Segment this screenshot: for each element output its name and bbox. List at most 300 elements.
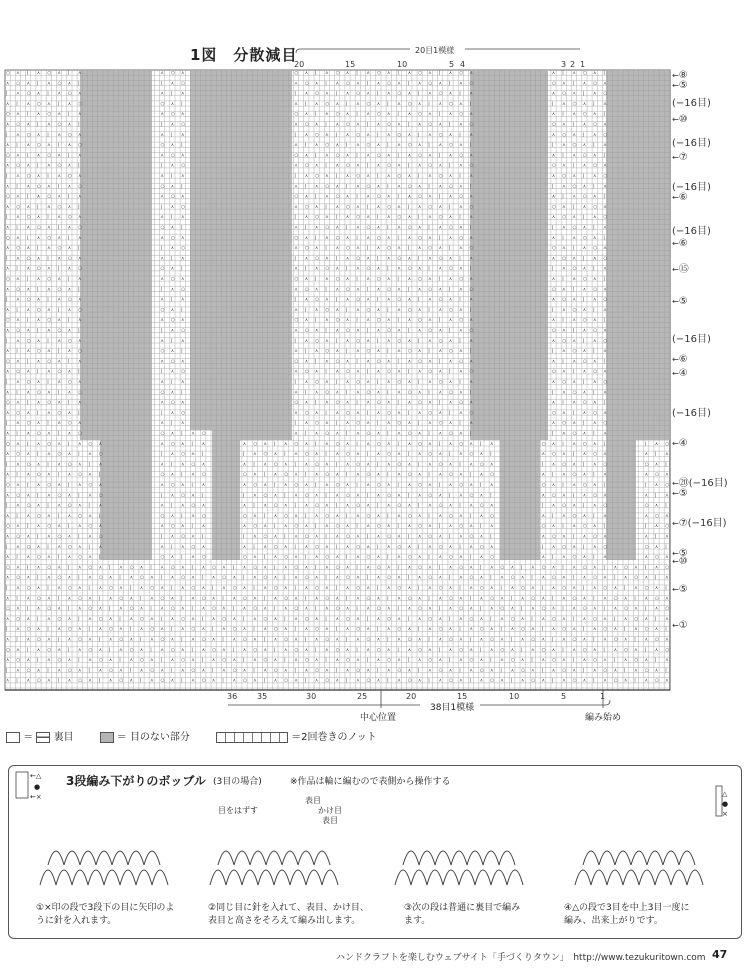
svg-text:⋏: ⋏ — [315, 267, 319, 272]
svg-text:|: | — [68, 400, 70, 406]
svg-text:○: ○ — [449, 432, 453, 437]
svg-text:○: ○ — [294, 565, 298, 570]
svg-text:⋏: ⋏ — [37, 483, 41, 488]
svg-text:⋏: ⋏ — [439, 638, 443, 643]
svg-text:○: ○ — [387, 370, 391, 375]
svg-text:○: ○ — [531, 638, 535, 643]
svg-text:⋏: ⋏ — [212, 617, 216, 622]
svg-text:|: | — [552, 307, 554, 313]
svg-text:|: | — [325, 492, 327, 498]
svg-text:⋏: ⋏ — [315, 473, 319, 478]
svg-text:|: | — [47, 338, 49, 344]
svg-text:○: ○ — [336, 112, 340, 117]
svg-text:⋏: ⋏ — [336, 473, 340, 478]
svg-text:|: | — [88, 626, 90, 632]
svg-text:|: | — [294, 338, 296, 344]
svg-text:○: ○ — [58, 205, 62, 210]
svg-text:⋏: ⋏ — [253, 473, 257, 478]
svg-text:○: ○ — [397, 668, 401, 673]
svg-text:⋏: ⋏ — [212, 596, 216, 601]
svg-text:○: ○ — [336, 71, 340, 76]
svg-text:⋏: ⋏ — [202, 442, 206, 447]
svg-text:○: ○ — [315, 298, 319, 303]
svg-text:⋏: ⋏ — [47, 370, 51, 375]
svg-text:○: ○ — [418, 442, 422, 447]
svg-text:⋏: ⋏ — [397, 226, 401, 231]
svg-text:○: ○ — [665, 565, 669, 570]
svg-text:⋏: ⋏ — [439, 329, 443, 334]
svg-text:⋏: ⋏ — [552, 112, 556, 117]
svg-text:○: ○ — [68, 92, 72, 97]
svg-text:○: ○ — [645, 504, 649, 509]
svg-text:⋏: ⋏ — [294, 411, 298, 416]
svg-text:⋏: ⋏ — [439, 679, 443, 684]
mini-chart-sym-3: ←× — [30, 793, 42, 801]
svg-text:○: ○ — [377, 607, 381, 612]
svg-text:○: ○ — [16, 617, 20, 622]
svg-text:○: ○ — [305, 81, 309, 86]
svg-text:⋏: ⋏ — [58, 339, 62, 344]
svg-text:⋏: ⋏ — [377, 164, 381, 169]
svg-text:|: | — [593, 431, 595, 437]
svg-text:|: | — [264, 595, 266, 601]
svg-text:⋏: ⋏ — [439, 308, 443, 313]
svg-text:|: | — [6, 379, 8, 385]
svg-text:⋏: ⋏ — [511, 648, 515, 653]
svg-text:|: | — [552, 637, 554, 643]
svg-text:○: ○ — [439, 174, 443, 179]
svg-text:○: ○ — [181, 535, 185, 540]
svg-text:|: | — [356, 276, 358, 282]
svg-text:|: | — [27, 152, 29, 158]
svg-text:○: ○ — [367, 349, 371, 354]
svg-text:⋏: ⋏ — [161, 442, 165, 447]
arrow-left-icon: ← — [672, 71, 679, 80]
svg-text:|: | — [408, 328, 410, 334]
svg-text:⋏: ⋏ — [387, 298, 391, 303]
svg-text:⋏: ⋏ — [521, 658, 525, 663]
svg-text:|: | — [171, 379, 173, 385]
svg-text:○: ○ — [58, 246, 62, 251]
svg-text:⋏: ⋏ — [459, 411, 463, 416]
svg-text:○: ○ — [542, 607, 546, 612]
svg-text:|: | — [37, 369, 39, 375]
svg-text:|: | — [27, 441, 29, 447]
row-number: ⑥ — [679, 238, 688, 249]
row-mark-22 — [672, 556, 688, 567]
svg-text:⋏: ⋏ — [356, 617, 360, 622]
svg-text:|: | — [459, 132, 461, 138]
svg-text:○: ○ — [78, 473, 82, 478]
svg-text:⋏: ⋏ — [418, 370, 422, 375]
svg-text:|: | — [233, 647, 235, 653]
row-number: ⑤ — [679, 296, 688, 307]
svg-text:○: ○ — [47, 112, 51, 117]
svg-text:⋏: ⋏ — [593, 627, 597, 632]
svg-text:⋏: ⋏ — [37, 195, 41, 200]
svg-text:○: ○ — [593, 329, 597, 334]
svg-text:○: ○ — [645, 586, 649, 591]
svg-text:⋏: ⋏ — [78, 462, 82, 467]
svg-text:⋏: ⋏ — [181, 648, 185, 653]
svg-text:○: ○ — [27, 298, 31, 303]
svg-text:⋏: ⋏ — [171, 226, 175, 231]
svg-text:○: ○ — [583, 483, 587, 488]
svg-text:⋏: ⋏ — [408, 586, 412, 591]
svg-text:○: ○ — [377, 71, 381, 76]
svg-text:|: | — [367, 410, 369, 416]
svg-text:⋏: ⋏ — [377, 329, 381, 334]
svg-text:|: | — [336, 297, 338, 303]
svg-text:⋏: ⋏ — [325, 215, 329, 220]
svg-text:○: ○ — [356, 133, 360, 138]
svg-text:○: ○ — [665, 607, 669, 612]
svg-text:○: ○ — [377, 483, 381, 488]
svg-text:○: ○ — [78, 514, 82, 519]
svg-text:⋏: ⋏ — [16, 586, 20, 591]
svg-text:⋏: ⋏ — [181, 195, 185, 200]
svg-text:○: ○ — [552, 411, 556, 416]
svg-text:⋏: ⋏ — [315, 102, 319, 107]
svg-text:○: ○ — [449, 349, 453, 354]
svg-text:|: | — [408, 245, 410, 251]
svg-text:⋏: ⋏ — [603, 390, 607, 395]
svg-text:○: ○ — [387, 287, 391, 292]
svg-text:⋏: ⋏ — [521, 576, 525, 581]
svg-text:○: ○ — [428, 329, 432, 334]
svg-text:○: ○ — [68, 380, 72, 385]
svg-text:⋏: ⋏ — [336, 349, 340, 354]
svg-text:⋏: ⋏ — [531, 648, 535, 653]
svg-text:○: ○ — [603, 380, 607, 385]
svg-text:⋏: ⋏ — [428, 442, 432, 447]
svg-text:⋏: ⋏ — [490, 586, 494, 591]
svg-text:|: | — [614, 657, 616, 663]
svg-text:⋏: ⋏ — [470, 462, 474, 467]
svg-text:⋏: ⋏ — [449, 174, 453, 179]
svg-text:|: | — [78, 204, 80, 210]
svg-text:⋏: ⋏ — [191, 658, 195, 663]
svg-text:⋏: ⋏ — [439, 617, 443, 622]
svg-text:⋏: ⋏ — [480, 617, 484, 622]
svg-text:○: ○ — [356, 174, 360, 179]
svg-text:|: | — [562, 276, 564, 282]
svg-text:○: ○ — [346, 329, 350, 334]
svg-text:|: | — [459, 503, 461, 509]
svg-text:⋏: ⋏ — [408, 215, 412, 220]
svg-text:⋏: ⋏ — [47, 164, 51, 169]
howto-title: 3段編み下がりのボッブル — [66, 772, 206, 789]
svg-text:|: | — [408, 369, 410, 375]
svg-text:⋏: ⋏ — [171, 184, 175, 189]
svg-text:⋏: ⋏ — [346, 215, 350, 220]
svg-text:⋏: ⋏ — [27, 246, 31, 251]
svg-text:⋏: ⋏ — [387, 380, 391, 385]
svg-text:⋏: ⋏ — [377, 411, 381, 416]
svg-text:|: | — [377, 667, 379, 673]
svg-text:○: ○ — [645, 627, 649, 632]
svg-text:⋏: ⋏ — [191, 596, 195, 601]
svg-text:|: | — [161, 163, 163, 169]
svg-text:○: ○ — [191, 627, 195, 632]
svg-text:○: ○ — [161, 267, 165, 272]
svg-text:○: ○ — [356, 256, 360, 261]
svg-text:⋏: ⋏ — [294, 638, 298, 643]
svg-text:⋏: ⋏ — [603, 81, 607, 86]
svg-text:⋏: ⋏ — [264, 504, 268, 509]
svg-text:⋏: ⋏ — [6, 267, 10, 272]
bottom-tick-25: 25 — [357, 692, 367, 701]
svg-text:○: ○ — [397, 504, 401, 509]
arrow-left-icon: ← — [672, 297, 679, 306]
svg-text:|: | — [68, 152, 70, 158]
svg-text:○: ○ — [408, 143, 412, 148]
svg-text:○: ○ — [470, 164, 474, 169]
svg-text:⋏: ⋏ — [356, 555, 360, 560]
svg-text:⋏: ⋏ — [27, 390, 31, 395]
svg-text:|: | — [439, 235, 441, 241]
svg-text:⋏: ⋏ — [449, 401, 453, 406]
svg-text:⋏: ⋏ — [562, 287, 566, 292]
svg-text:|: | — [253, 461, 255, 467]
svg-text:|: | — [603, 358, 605, 364]
svg-text:○: ○ — [408, 638, 412, 643]
svg-text:|: | — [47, 297, 49, 303]
svg-text:○: ○ — [562, 133, 566, 138]
svg-text:⋏: ⋏ — [408, 565, 412, 570]
svg-text:○: ○ — [171, 153, 175, 158]
svg-text:○: ○ — [264, 617, 268, 622]
svg-text:⋏: ⋏ — [583, 226, 587, 231]
svg-text:|: | — [655, 451, 657, 457]
svg-text:○: ○ — [336, 318, 340, 323]
svg-text:⋏: ⋏ — [562, 514, 566, 519]
svg-text:|: | — [459, 626, 461, 632]
svg-text:|: | — [181, 101, 183, 107]
svg-text:○: ○ — [294, 277, 298, 282]
svg-text:⋏: ⋏ — [325, 133, 329, 138]
svg-text:⋏: ⋏ — [325, 277, 329, 282]
svg-text:⋏: ⋏ — [408, 401, 412, 406]
svg-text:|: | — [99, 637, 101, 643]
svg-text:○: ○ — [305, 370, 309, 375]
decrease-count: (−16目) — [689, 478, 728, 489]
svg-text:○: ○ — [356, 421, 360, 426]
svg-text:○: ○ — [171, 112, 175, 117]
svg-text:⋏: ⋏ — [58, 133, 62, 138]
svg-text:⋏: ⋏ — [181, 256, 185, 261]
svg-text:|: | — [68, 70, 70, 76]
svg-text:|: | — [428, 142, 430, 148]
decrease-count: (−16目) — [672, 138, 711, 149]
svg-text:○: ○ — [336, 153, 340, 158]
svg-text:|: | — [356, 70, 358, 76]
svg-text:○: ○ — [284, 473, 288, 478]
svg-text:⋏: ⋏ — [171, 432, 175, 437]
svg-text:|: | — [418, 297, 420, 303]
svg-text:⋏: ⋏ — [562, 596, 566, 601]
svg-text:⋏: ⋏ — [88, 679, 92, 684]
svg-text:|: | — [315, 523, 317, 529]
svg-text:⋏: ⋏ — [573, 174, 577, 179]
svg-text:⋏: ⋏ — [377, 638, 381, 643]
svg-text:⋏: ⋏ — [603, 143, 607, 148]
svg-text:|: | — [68, 358, 70, 364]
svg-text:⋏: ⋏ — [294, 617, 298, 622]
svg-text:⋏: ⋏ — [171, 370, 175, 375]
svg-text:⋏: ⋏ — [37, 174, 41, 179]
svg-text:|: | — [603, 111, 605, 117]
svg-text:|: | — [428, 348, 430, 354]
svg-text:⋏: ⋏ — [418, 514, 422, 519]
arrow-left-icon: ← — [672, 355, 679, 364]
svg-text:⋏: ⋏ — [428, 524, 432, 529]
svg-text:⋏: ⋏ — [562, 576, 566, 581]
svg-text:⋏: ⋏ — [367, 545, 371, 550]
svg-text:⋏: ⋏ — [603, 473, 607, 478]
svg-text:⋏: ⋏ — [161, 524, 165, 529]
figure-title: 1図 分散減目 — [190, 44, 297, 65]
svg-text:⋏: ⋏ — [583, 411, 587, 416]
svg-text:⋏: ⋏ — [408, 545, 412, 550]
svg-text:○: ○ — [470, 329, 474, 334]
svg-text:⋏: ⋏ — [500, 617, 504, 622]
svg-text:⋏: ⋏ — [58, 380, 62, 385]
svg-text:⋏: ⋏ — [562, 143, 566, 148]
svg-text:|: | — [78, 163, 80, 169]
svg-text:⋏: ⋏ — [367, 256, 371, 261]
svg-text:○: ○ — [439, 668, 443, 673]
svg-text:⋏: ⋏ — [47, 205, 51, 210]
svg-text:⋏: ⋏ — [573, 112, 577, 117]
svg-text:|: | — [367, 575, 369, 581]
svg-text:○: ○ — [490, 596, 494, 601]
svg-text:⋏: ⋏ — [645, 596, 649, 601]
svg-text:⋏: ⋏ — [624, 596, 628, 601]
svg-text:⋏: ⋏ — [439, 658, 443, 663]
svg-text:⋏: ⋏ — [47, 473, 51, 478]
svg-text:⋏: ⋏ — [58, 298, 62, 303]
svg-text:⋏: ⋏ — [130, 638, 134, 643]
svg-text:|: | — [408, 534, 410, 540]
svg-text:⋏: ⋏ — [284, 504, 288, 509]
svg-text:⋏: ⋏ — [119, 648, 123, 653]
svg-text:|: | — [27, 482, 29, 488]
svg-text:|: | — [78, 245, 80, 251]
svg-text:|: | — [367, 369, 369, 375]
svg-text:○: ○ — [449, 184, 453, 189]
svg-text:⋏: ⋏ — [78, 236, 82, 241]
svg-text:|: | — [573, 369, 575, 375]
svg-text:○: ○ — [274, 462, 278, 467]
svg-text:○: ○ — [325, 514, 329, 519]
svg-text:○: ○ — [573, 226, 577, 231]
svg-text:|: | — [191, 523, 193, 529]
svg-text:⋏: ⋏ — [264, 483, 268, 488]
svg-text:⋏: ⋏ — [243, 504, 247, 509]
svg-text:⋏: ⋏ — [470, 174, 474, 179]
svg-text:○: ○ — [583, 195, 587, 200]
svg-text:⋏: ⋏ — [439, 164, 443, 169]
svg-text:○: ○ — [562, 668, 566, 673]
svg-text:⋏: ⋏ — [68, 638, 72, 643]
svg-text:○: ○ — [367, 432, 371, 437]
svg-text:⋏: ⋏ — [439, 473, 443, 478]
svg-text:|: | — [305, 348, 307, 354]
svg-text:⋏: ⋏ — [243, 668, 247, 673]
svg-text:|: | — [470, 142, 472, 148]
svg-text:⋏: ⋏ — [439, 81, 443, 86]
svg-text:|: | — [397, 194, 399, 200]
svg-text:⋏: ⋏ — [336, 267, 340, 272]
svg-text:○: ○ — [264, 658, 268, 663]
svg-text:○: ○ — [16, 535, 20, 540]
svg-text:|: | — [161, 616, 163, 622]
svg-text:○: ○ — [490, 679, 494, 684]
svg-text:⋏: ⋏ — [78, 586, 82, 591]
svg-text:○: ○ — [253, 565, 257, 570]
svg-text:|: | — [418, 132, 420, 138]
svg-text:|: | — [573, 286, 575, 292]
svg-text:○: ○ — [346, 493, 350, 498]
svg-text:⋏: ⋏ — [161, 668, 165, 673]
svg-text:⋏: ⋏ — [305, 153, 309, 158]
svg-text:⋏: ⋏ — [37, 524, 41, 529]
svg-text:|: | — [336, 544, 338, 550]
svg-text:○: ○ — [408, 514, 412, 519]
svg-text:⋏: ⋏ — [377, 143, 381, 148]
svg-text:⋏: ⋏ — [573, 565, 577, 570]
svg-text:○: ○ — [562, 627, 566, 632]
svg-text:⋏: ⋏ — [459, 184, 463, 189]
svg-text:|: | — [325, 369, 327, 375]
svg-text:○: ○ — [284, 514, 288, 519]
svg-text:|: | — [408, 122, 410, 128]
svg-text:⋏: ⋏ — [6, 535, 10, 540]
svg-text:⋏: ⋏ — [634, 565, 638, 570]
svg-text:⋏: ⋏ — [552, 298, 556, 303]
svg-text:|: | — [480, 606, 482, 612]
svg-text:○: ○ — [397, 421, 401, 426]
svg-text:⋏: ⋏ — [367, 153, 371, 158]
svg-text:○: ○ — [449, 308, 453, 313]
svg-text:|: | — [150, 606, 152, 612]
svg-text:|: | — [47, 420, 49, 426]
svg-text:|: | — [377, 420, 379, 426]
svg-text:⋏: ⋏ — [449, 133, 453, 138]
svg-text:⋏: ⋏ — [99, 462, 103, 467]
svg-text:|: | — [521, 606, 523, 612]
svg-text:|: | — [449, 616, 451, 622]
svg-text:⋏: ⋏ — [603, 658, 607, 663]
svg-text:⋏: ⋏ — [6, 638, 10, 643]
fig2-label-yo: かけ目 — [318, 805, 342, 816]
svg-text:⋏: ⋏ — [573, 483, 577, 488]
svg-text:○: ○ — [480, 545, 484, 550]
svg-text:|: | — [449, 245, 451, 251]
svg-text:⋏: ⋏ — [47, 390, 51, 395]
fig2-label-slip: 目をはずす — [218, 805, 258, 816]
svg-text:|: | — [428, 637, 430, 643]
svg-text:○: ○ — [336, 401, 340, 406]
svg-text:○: ○ — [367, 308, 371, 313]
svg-text:⋏: ⋏ — [315, 555, 319, 560]
svg-text:○: ○ — [171, 236, 175, 241]
legend — [6, 728, 377, 743]
svg-text:|: | — [16, 142, 18, 148]
svg-text:○: ○ — [171, 401, 175, 406]
svg-text:○: ○ — [531, 679, 535, 684]
